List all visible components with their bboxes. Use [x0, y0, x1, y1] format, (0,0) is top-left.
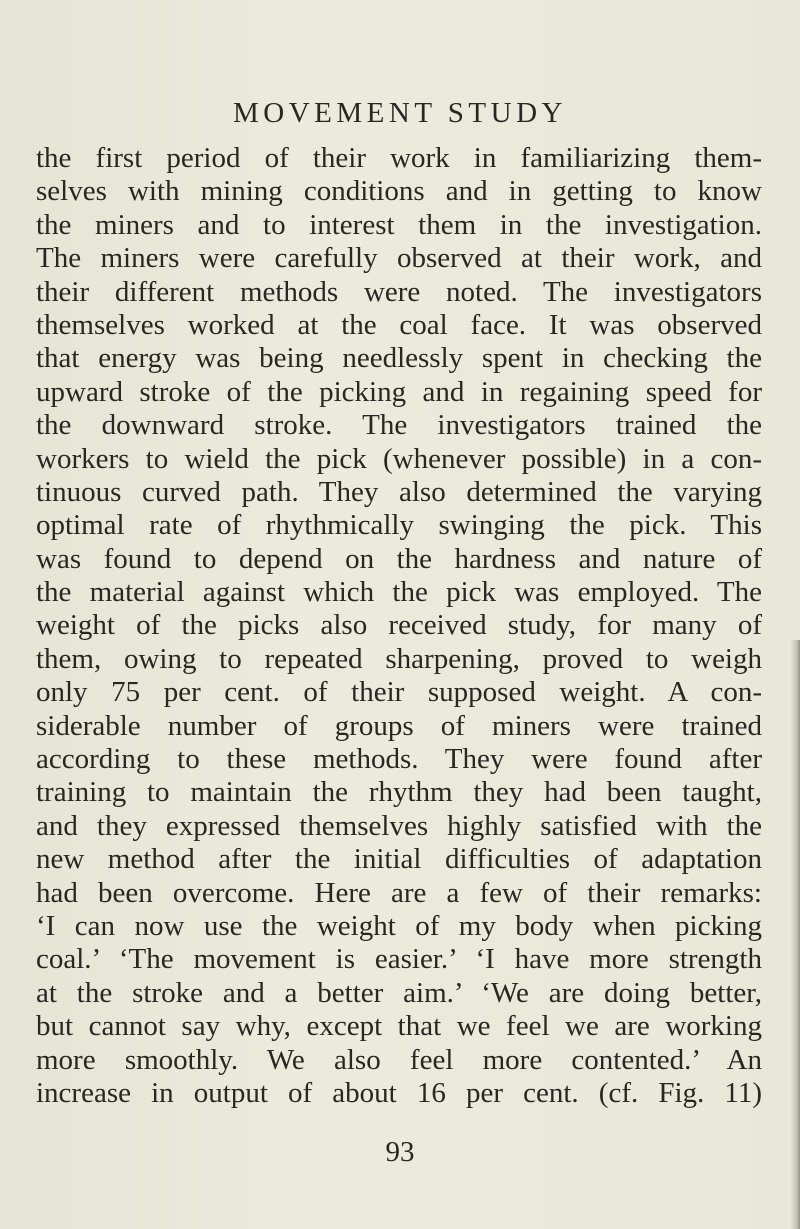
text-line: had been overcome. Here are a few of their remarks: [36, 876, 762, 909]
text-line: the miners and to interest them in the investigation. [36, 208, 762, 241]
text-line: The miners were carefully observed at their work, and [36, 242, 762, 275]
text-line: coal.’ ‘The movement is easier.’ ‘I have more strength [36, 943, 762, 976]
text-line: but cannot say why, except that we feel we are working [36, 1010, 762, 1043]
text-line: that energy was being needlessly spent in checking the [36, 342, 762, 375]
text-line: the first period of their work in familiarizing them- [36, 142, 762, 174]
text-line: at the stroke and a better aim.’ ‘We are doing better, [36, 976, 762, 1009]
text-line: their different methods were noted. The investigators [36, 275, 762, 308]
text-line: siderable number of groups of miners were trained [36, 709, 762, 742]
running-head: MOVEMENT STUDY [233, 97, 567, 129]
page-number: 93 [385, 1136, 415, 1168]
text-line: more smoothly. We also feel more contented.’ An [36, 1043, 762, 1076]
text-line: increase in output of about 16 per cent. (cf. Fig. 11) [36, 1076, 762, 1109]
text-line: only 75 per cent. of their supposed weight. A con- [36, 676, 762, 709]
text-line: according to these methods. They were found after [36, 743, 762, 776]
text-line: workers to wield the pick (whenever possible) in a con- [36, 442, 762, 475]
text-line: them, owing to repeated sharpening, proved to weigh [36, 642, 762, 675]
text-line: optimal rate of rhythmically swinging the pick. This [36, 509, 762, 542]
text-line: the downward stroke. The investigators trained the [36, 409, 762, 442]
body-text [36, 142, 762, 1110]
text-line: new method after the initial difficulties of adaptation [36, 843, 762, 876]
text-line: upward stroke of the picking and in regaining speed for [36, 375, 762, 408]
text-line: selves with mining conditions and in getting to know [36, 175, 762, 208]
text-line: ‘I can now use the weight of my body when picking [36, 909, 762, 942]
text-line: tinuous curved path. They also determined the varying [36, 475, 762, 508]
text-line: and they expressed themselves highly satisfied with the [36, 809, 762, 842]
text-line: the material against which the pick was employed. The [36, 576, 762, 609]
text-line: was found to depend on the hardness and nature of [36, 542, 762, 575]
text-line: themselves worked at the coal face. It was observed [36, 308, 762, 341]
text-line: training to maintain the rhythm they had been taught, [36, 776, 762, 809]
text-line: weight of the picks also received study, for many of [36, 609, 762, 642]
